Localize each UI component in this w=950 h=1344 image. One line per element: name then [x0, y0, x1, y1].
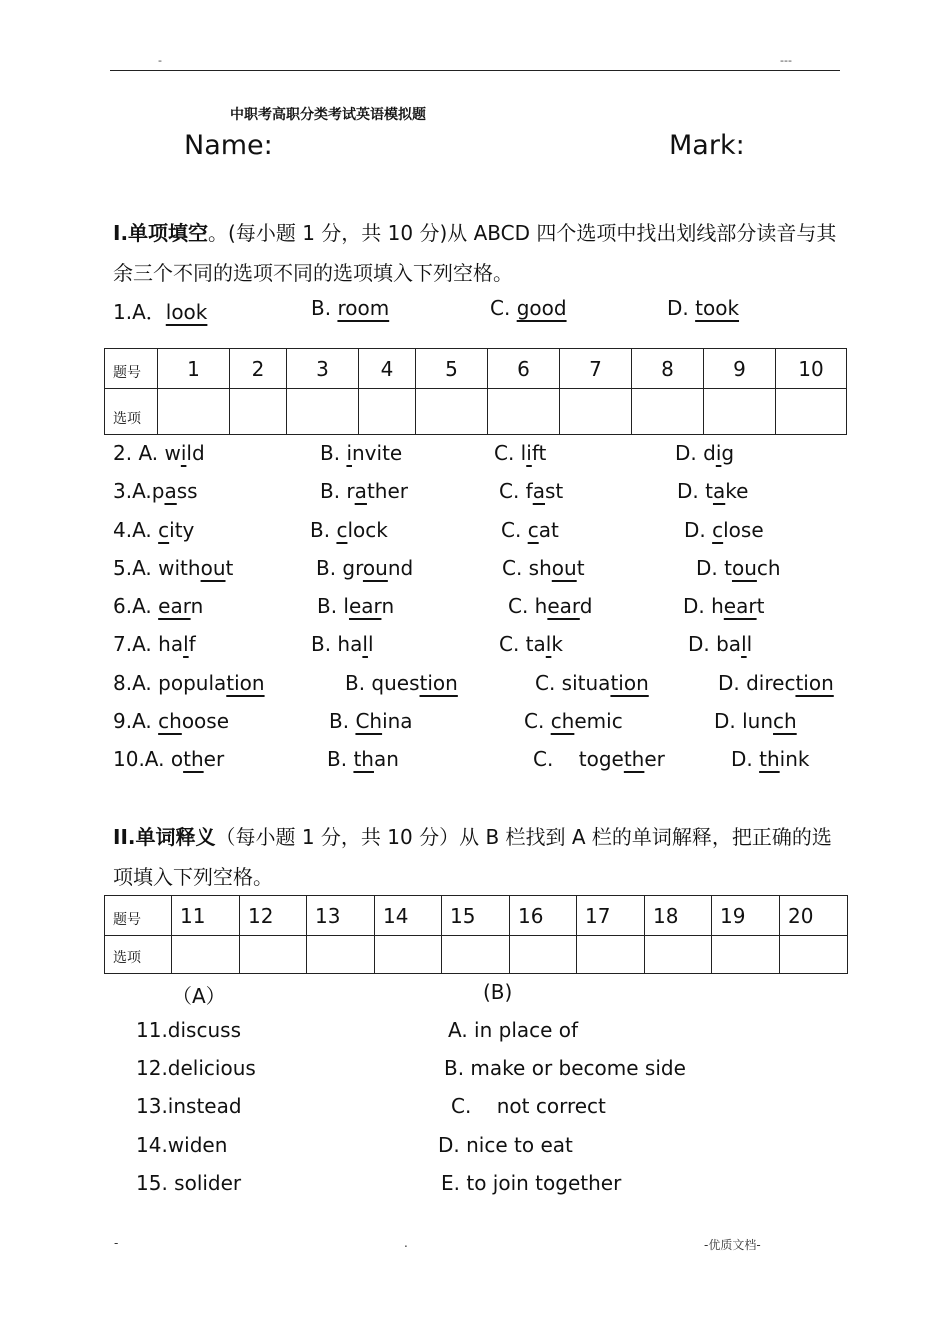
- question-7: 7.A. half: [113, 632, 196, 656]
- table1-answer-cell[interactable]: [230, 389, 287, 435]
- definition-e: E. to join together: [441, 1171, 622, 1195]
- question-1: 1.A．look: [113, 300, 208, 324]
- section2-instructions: [113, 817, 843, 897]
- column-b-label: (B): [483, 980, 513, 1004]
- question-10-option-b: B. than: [327, 747, 399, 771]
- table1-number: 7: [560, 349, 632, 389]
- table2-answer-cell[interactable]: [712, 936, 780, 974]
- header-rule: [110, 70, 840, 71]
- section1-description: 。(每小题 1 分，共 10 分)从 ABCD 四个选项中找出划线部分读音与其余三个不同的选项不同的选项填入下列空格。: [113, 221, 837, 285]
- question-10-option-c: C. together: [533, 747, 665, 771]
- table1-number: 4: [359, 349, 416, 389]
- table2-answer-cell[interactable]: [172, 936, 240, 974]
- word-12: 12.delicious: [136, 1056, 256, 1080]
- question-9-option-b: B. China: [329, 709, 413, 733]
- word-11: 11.discuss: [136, 1018, 241, 1042]
- question-3-option-c: C. fast: [499, 479, 564, 503]
- table2-number: 19: [712, 896, 780, 936]
- question-8: 8.A. population: [113, 671, 265, 695]
- question-7-option-d: D. ball: [688, 632, 753, 656]
- definition-c: C. not correct: [451, 1094, 606, 1118]
- footer-center-mark: .: [404, 1236, 408, 1250]
- question-1-option-b: B. room: [311, 296, 390, 320]
- table2-answer-cell[interactable]: [577, 936, 645, 974]
- table1-number: 5: [416, 349, 488, 389]
- table1-number: 8: [632, 349, 704, 389]
- table2-number: 15: [442, 896, 510, 936]
- table1-answer-cell[interactable]: [416, 389, 488, 435]
- footer-left-mark: -: [114, 1236, 119, 1250]
- question-2-option-b: B. invite: [320, 441, 403, 465]
- word-15: 15. solider: [136, 1171, 242, 1195]
- section1-instructions: [113, 213, 843, 293]
- table2-number: 11: [172, 896, 240, 936]
- question-10-option-d: D. think: [731, 747, 810, 771]
- table2-answer-cell[interactable]: [510, 936, 577, 974]
- mark-label: Mark:: [669, 130, 745, 161]
- table2-number: 17: [577, 896, 645, 936]
- question-5-option-b: B. ground: [316, 556, 414, 580]
- question-4-option-b: B. clock: [310, 518, 388, 542]
- section1-heading: I.单项填空: [113, 221, 209, 245]
- section2-description: （每小题 1 分，共 10 分）从 B 栏找到 A 栏的单词解释，把正确的选项填入下列空格。: [113, 825, 832, 889]
- question-9-option-d: D. lunch: [714, 709, 797, 733]
- table2-number-label: 题号: [105, 896, 172, 936]
- table1-answer-cell[interactable]: [287, 389, 359, 435]
- table1-answer-cell[interactable]: [704, 389, 776, 435]
- table2-number: 16: [510, 896, 577, 936]
- question-6-option-c: C. heard: [508, 594, 593, 618]
- question-2: 2. A. wild: [113, 441, 205, 465]
- table1-answer-cell[interactable]: [632, 389, 704, 435]
- question-5: 5.A. without: [113, 556, 234, 580]
- table1-answer-cell[interactable]: [488, 389, 560, 435]
- question-3: 3.A.pass: [113, 479, 198, 503]
- question-6-option-d: D. heart: [683, 594, 765, 618]
- answer-table-2: [104, 895, 848, 974]
- header-right-mark: ---: [780, 54, 792, 67]
- question-4: 4.A. city: [113, 518, 195, 542]
- question-9: 9.A. choose: [113, 709, 230, 733]
- table1-answer-cell[interactable]: [560, 389, 632, 435]
- word-14: 14.widen: [136, 1133, 228, 1157]
- table1-number: 2: [230, 349, 287, 389]
- question-7-option-b: B. hall: [311, 632, 374, 656]
- question-8-option-d: D. direction: [718, 671, 834, 695]
- table1-number: 10: [776, 349, 847, 389]
- header-left-mark: -: [158, 54, 162, 67]
- table2-answer-cell[interactable]: [240, 936, 307, 974]
- table1-number: 6: [488, 349, 560, 389]
- definition-d: D. nice to eat: [438, 1133, 573, 1157]
- question-4-option-c: C. cat: [501, 518, 559, 542]
- table2-number: 20: [780, 896, 848, 936]
- question-7-option-c: C. talk: [499, 632, 563, 656]
- definition-b: B. make or become side: [444, 1056, 686, 1080]
- table2-answer-cell[interactable]: [375, 936, 442, 974]
- question-4-option-d: D. close: [684, 518, 764, 542]
- answer-table-1: [104, 348, 847, 435]
- question-2-option-d: D. dig: [675, 441, 735, 465]
- question-3-option-d: D. take: [677, 479, 749, 503]
- column-a-label: （A）: [172, 984, 226, 1008]
- question-6-option-b: B. learn: [317, 594, 395, 618]
- question-6: 6.A. earn: [113, 594, 204, 618]
- table1-answer-label: 选项: [105, 389, 158, 435]
- question-5-option-d: D. touch: [696, 556, 781, 580]
- question-8-option-c: C. situation: [535, 671, 649, 695]
- question-5-option-c: C. shout: [502, 556, 585, 580]
- question-3-option-b: B. rather: [320, 479, 408, 503]
- table1-number: 1: [158, 349, 230, 389]
- table2-number: 12: [240, 896, 307, 936]
- document-title: 中职考高职分类考试英语模拟题: [230, 107, 426, 123]
- section2-heading: II.单词释义: [113, 825, 216, 849]
- name-label: Name:: [184, 130, 273, 161]
- table2-answer-label: 选项: [105, 936, 172, 974]
- table2-answer-cell[interactable]: [780, 936, 848, 974]
- question-1-option-d: D. took: [667, 296, 740, 320]
- question-2-option-c: C. lift: [494, 441, 547, 465]
- table1-number: 3: [287, 349, 359, 389]
- question-1-option-c: C. good: [490, 296, 567, 320]
- question-10: 10.A. other: [113, 747, 225, 771]
- table1-number-label: 题号: [105, 349, 158, 389]
- table2-number: 13: [307, 896, 375, 936]
- table2-answer-cell[interactable]: [645, 936, 712, 974]
- table2-answer-cell[interactable]: [307, 936, 375, 974]
- table1-number: 9: [704, 349, 776, 389]
- question-8-option-b: B. question: [345, 671, 458, 695]
- table2-number: 18: [645, 896, 712, 936]
- table1-answer-cell[interactable]: [158, 389, 230, 435]
- question-9-option-c: C. chemic: [524, 709, 623, 733]
- definition-a: A. in place of: [448, 1018, 579, 1042]
- footer-label: -优质文档-: [704, 1238, 761, 1252]
- table1-answer-cell[interactable]: [776, 389, 847, 435]
- word-13: 13.instead: [136, 1094, 242, 1118]
- table2-number: 14: [375, 896, 442, 936]
- table1-answer-cell[interactable]: [359, 389, 416, 435]
- table2-answer-cell[interactable]: [442, 936, 510, 974]
